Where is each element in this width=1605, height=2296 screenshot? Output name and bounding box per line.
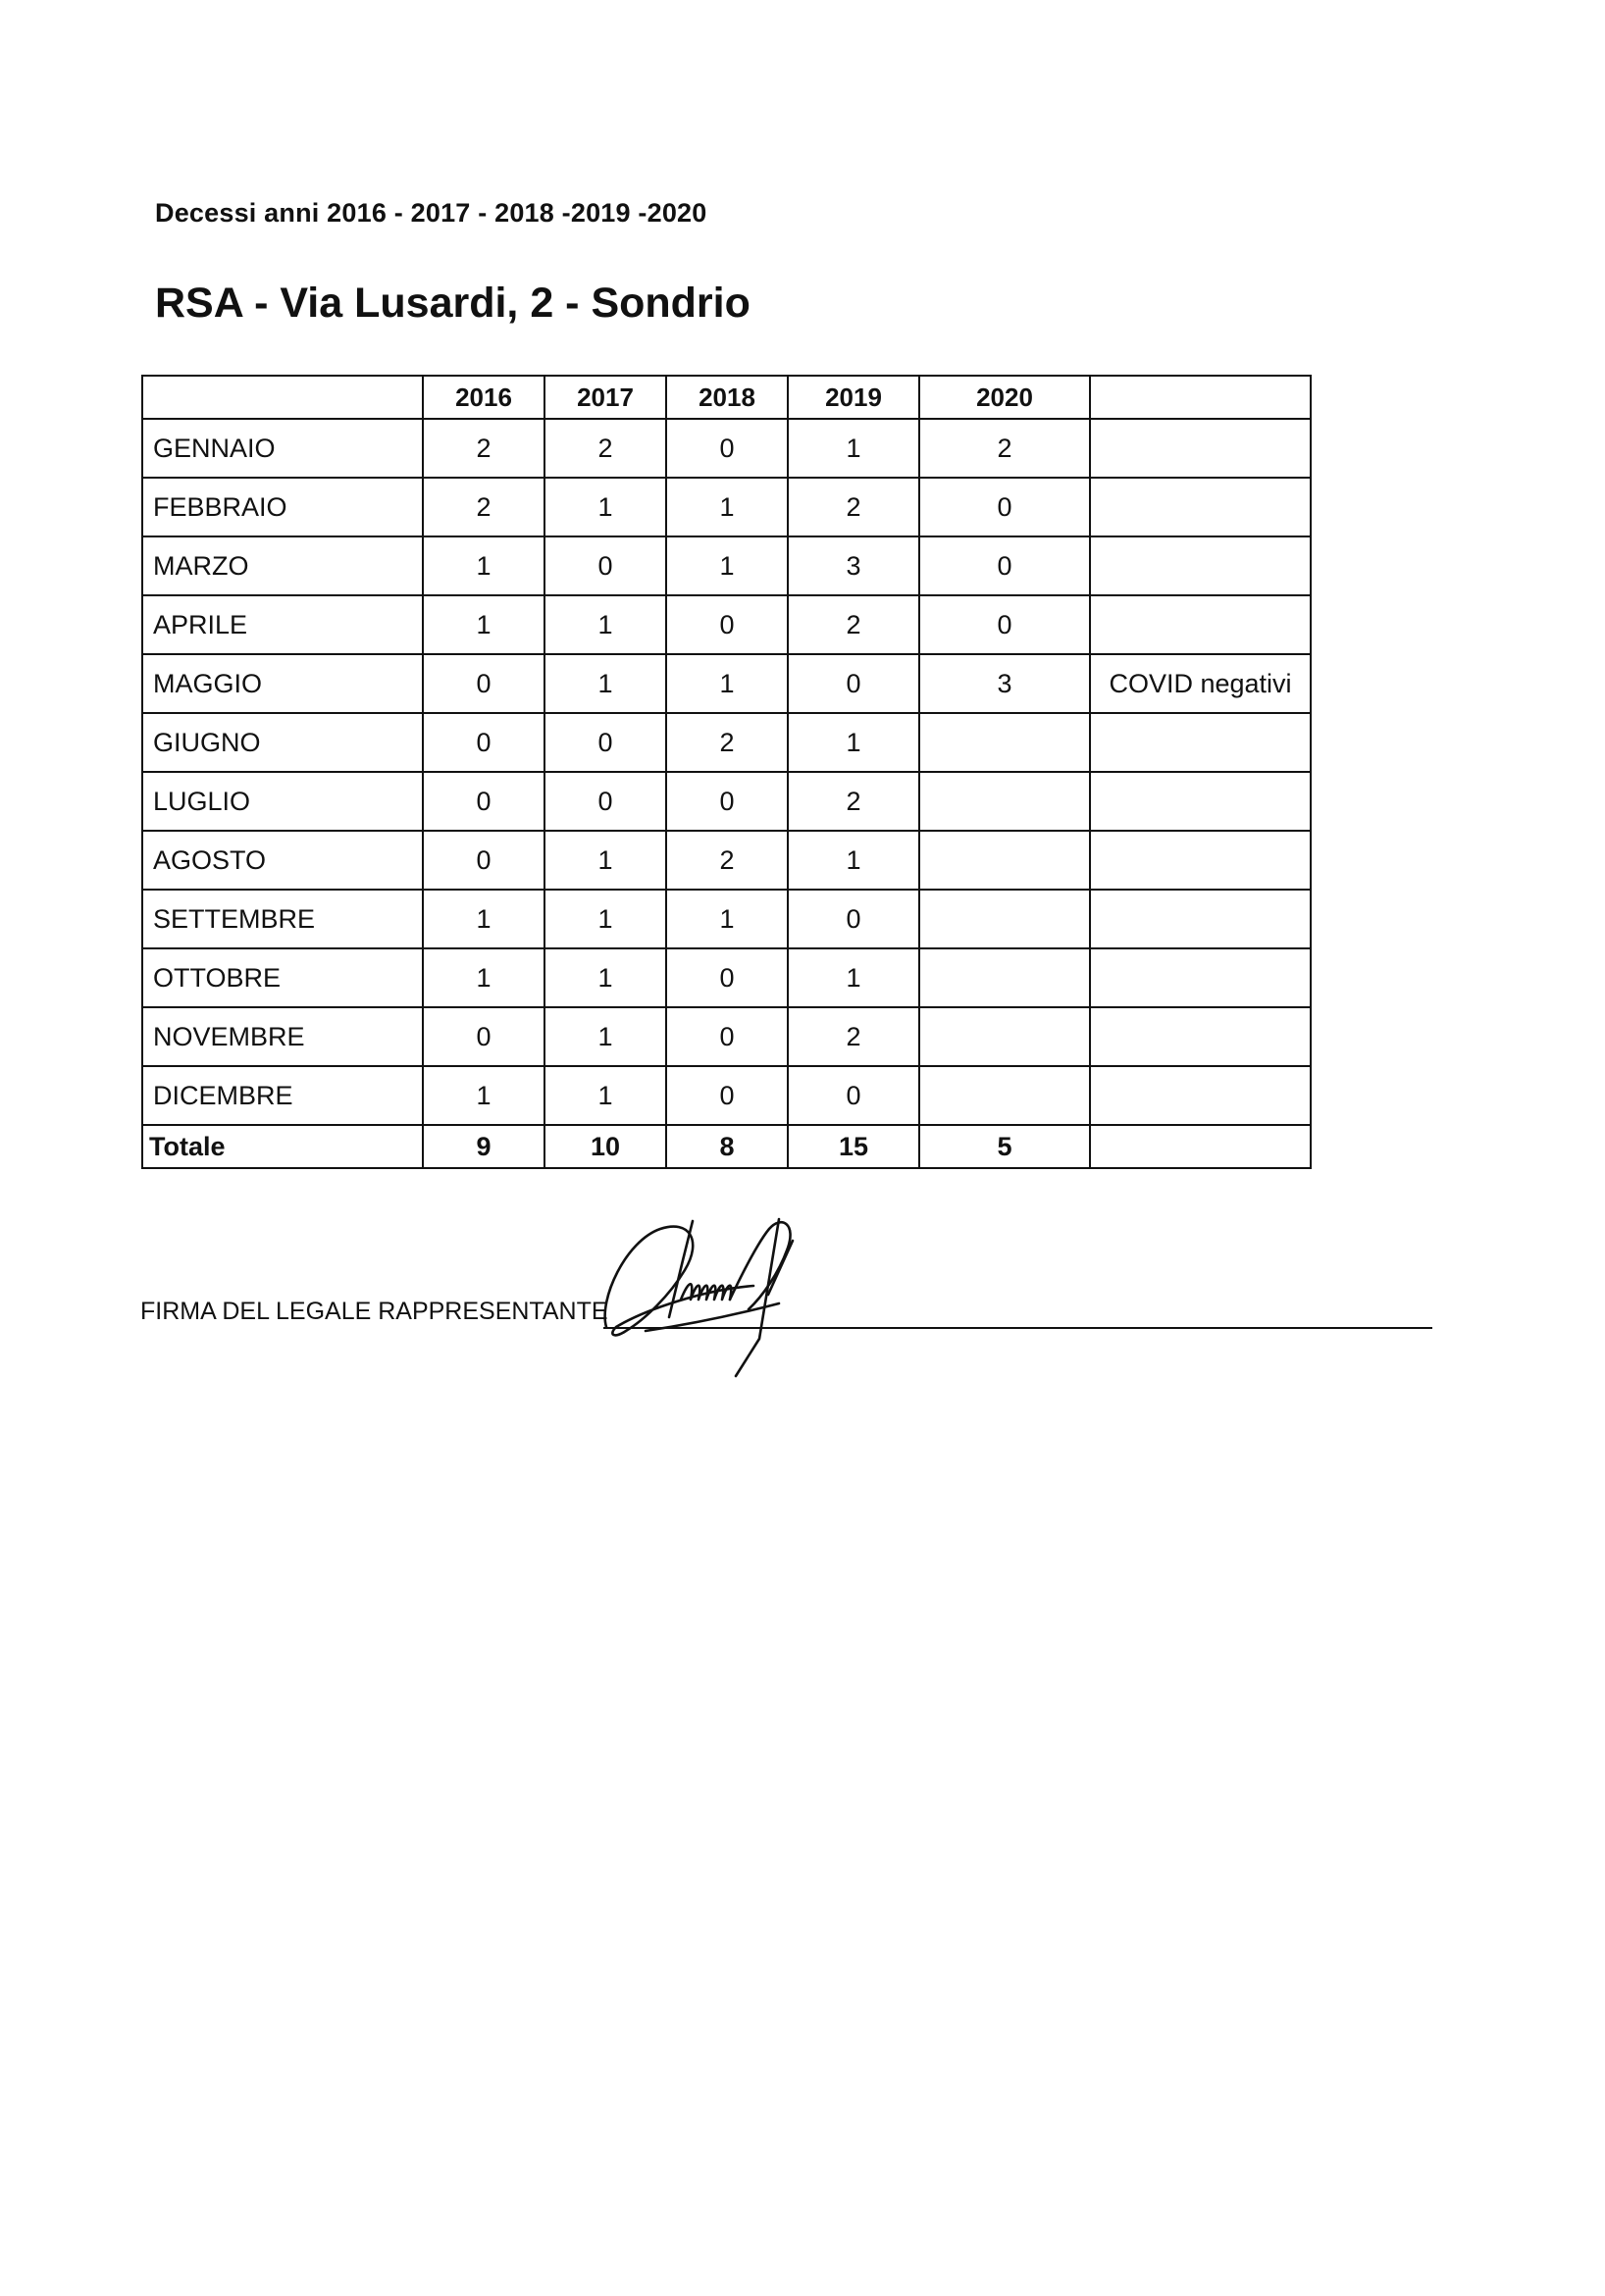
value-cell: 2 — [788, 772, 919, 831]
total-value-2018: 8 — [666, 1125, 788, 1168]
total-label: Totale — [142, 1125, 423, 1168]
note-cell — [1090, 890, 1311, 948]
value-cell: 2 — [423, 419, 544, 478]
table-row — [142, 536, 1311, 595]
table-row — [142, 831, 1311, 890]
note-cell — [1090, 831, 1311, 890]
header-year-2017: 2017 — [544, 376, 666, 419]
value-cell: 0 — [666, 419, 788, 478]
value-cell: 1 — [423, 536, 544, 595]
header-blank-cell — [142, 376, 423, 419]
value-cell — [919, 713, 1090, 772]
header-year-2020: 2020 — [919, 376, 1090, 419]
value-cell: 1 — [666, 536, 788, 595]
note-cell — [1090, 713, 1311, 772]
value-cell — [919, 831, 1090, 890]
value-cell: 2 — [788, 478, 919, 536]
month-label: FEBBRAIO — [142, 478, 423, 536]
value-cell: 1 — [544, 831, 666, 890]
value-cell: 2 — [423, 478, 544, 536]
value-cell: 0 — [544, 772, 666, 831]
header-year-2019: 2019 — [788, 376, 919, 419]
total-value-2017: 10 — [544, 1125, 666, 1168]
month-label: GENNAIO — [142, 419, 423, 478]
note-cell — [1090, 536, 1311, 595]
month-label: OTTOBRE — [142, 948, 423, 1007]
month-label: SETTEMBRE — [142, 890, 423, 948]
note-cell — [1090, 1007, 1311, 1066]
value-cell: 0 — [544, 536, 666, 595]
note-cell — [1090, 772, 1311, 831]
signature-label: FIRMA DEL LEGALE RAPPRESENTANTE — [140, 1298, 608, 1325]
value-cell: 0 — [666, 1066, 788, 1125]
value-cell: 0 — [544, 713, 666, 772]
total-value-2020: 5 — [919, 1125, 1090, 1168]
value-cell: 1 — [666, 654, 788, 713]
value-cell: 0 — [423, 831, 544, 890]
table-row — [142, 1066, 1311, 1125]
value-cell — [919, 1007, 1090, 1066]
value-cell — [919, 948, 1090, 1007]
value-cell: 1 — [788, 831, 919, 890]
value-cell: 2 — [666, 831, 788, 890]
value-cell: 1 — [423, 595, 544, 654]
month-label: MAGGIO — [142, 654, 423, 713]
note-cell — [1090, 478, 1311, 536]
deaths-table — [141, 375, 1312, 1169]
month-label: AGOSTO — [142, 831, 423, 890]
header-year-2018: 2018 — [666, 376, 788, 419]
table-row — [142, 595, 1311, 654]
table-body — [142, 419, 1311, 1125]
value-cell: 0 — [788, 654, 919, 713]
value-cell: 1 — [788, 948, 919, 1007]
value-cell: 1 — [544, 654, 666, 713]
header-year-2016: 2016 — [423, 376, 544, 419]
table-row — [142, 772, 1311, 831]
value-cell: 0 — [423, 713, 544, 772]
value-cell: 0 — [919, 478, 1090, 536]
table-row — [142, 419, 1311, 478]
value-cell — [919, 772, 1090, 831]
value-cell: 1 — [544, 595, 666, 654]
value-cell: 0 — [666, 948, 788, 1007]
month-label: LUGLIO — [142, 772, 423, 831]
value-cell: 1 — [423, 1066, 544, 1125]
value-cell — [919, 890, 1090, 948]
value-cell: 1 — [544, 948, 666, 1007]
table-row — [142, 1007, 1311, 1066]
value-cell: 1 — [423, 890, 544, 948]
value-cell — [919, 1066, 1090, 1125]
note-cell — [1090, 1066, 1311, 1125]
value-cell: 2 — [666, 713, 788, 772]
table-header — [142, 376, 1311, 419]
note-cell — [1090, 595, 1311, 654]
value-cell: 1 — [788, 419, 919, 478]
value-cell: 0 — [788, 890, 919, 948]
value-cell: 1 — [423, 948, 544, 1007]
value-cell: 1 — [544, 478, 666, 536]
total-row — [142, 1125, 1311, 1168]
total-value-2016: 9 — [423, 1125, 544, 1168]
value-cell: 1 — [544, 890, 666, 948]
note-cell: COVID negativi — [1090, 654, 1311, 713]
month-label: APRILE — [142, 595, 423, 654]
month-label: GIUGNO — [142, 713, 423, 772]
header-note-cell — [1090, 376, 1311, 419]
value-cell: 0 — [423, 772, 544, 831]
value-cell: 1 — [544, 1007, 666, 1066]
month-label: DICEMBRE — [142, 1066, 423, 1125]
note-cell — [1090, 948, 1311, 1007]
table-row — [142, 713, 1311, 772]
value-cell: 0 — [919, 536, 1090, 595]
value-cell: 2 — [919, 419, 1090, 478]
value-cell: 1 — [788, 713, 919, 772]
month-label: MARZO — [142, 536, 423, 595]
value-cell: 0 — [666, 595, 788, 654]
header-row — [142, 376, 1311, 419]
value-cell: 1 — [666, 890, 788, 948]
value-cell: 0 — [423, 654, 544, 713]
value-cell: 3 — [788, 536, 919, 595]
month-label: NOVEMBRE — [142, 1007, 423, 1066]
value-cell: 0 — [919, 595, 1090, 654]
table-row — [142, 478, 1311, 536]
value-cell: 0 — [788, 1066, 919, 1125]
table-footer — [142, 1125, 1311, 1168]
document-title: RSA - Via Lusardi, 2 - Sondrio — [155, 280, 751, 327]
total-note-cell — [1090, 1125, 1311, 1168]
value-cell: 2 — [788, 595, 919, 654]
table-row — [142, 654, 1311, 713]
handwritten-signature — [587, 1201, 881, 1378]
note-cell — [1090, 419, 1311, 478]
table-row — [142, 948, 1311, 1007]
value-cell: 2 — [788, 1007, 919, 1066]
document-subtitle: Decessi anni 2016 - 2017 - 2018 -2019 -2020 — [155, 198, 707, 228]
value-cell: 1 — [666, 478, 788, 536]
value-cell: 0 — [666, 1007, 788, 1066]
value-cell: 2 — [544, 419, 666, 478]
value-cell: 0 — [423, 1007, 544, 1066]
table-row — [142, 890, 1311, 948]
total-value-2019: 15 — [788, 1125, 919, 1168]
value-cell: 1 — [544, 1066, 666, 1125]
value-cell: 0 — [666, 772, 788, 831]
value-cell: 3 — [919, 654, 1090, 713]
